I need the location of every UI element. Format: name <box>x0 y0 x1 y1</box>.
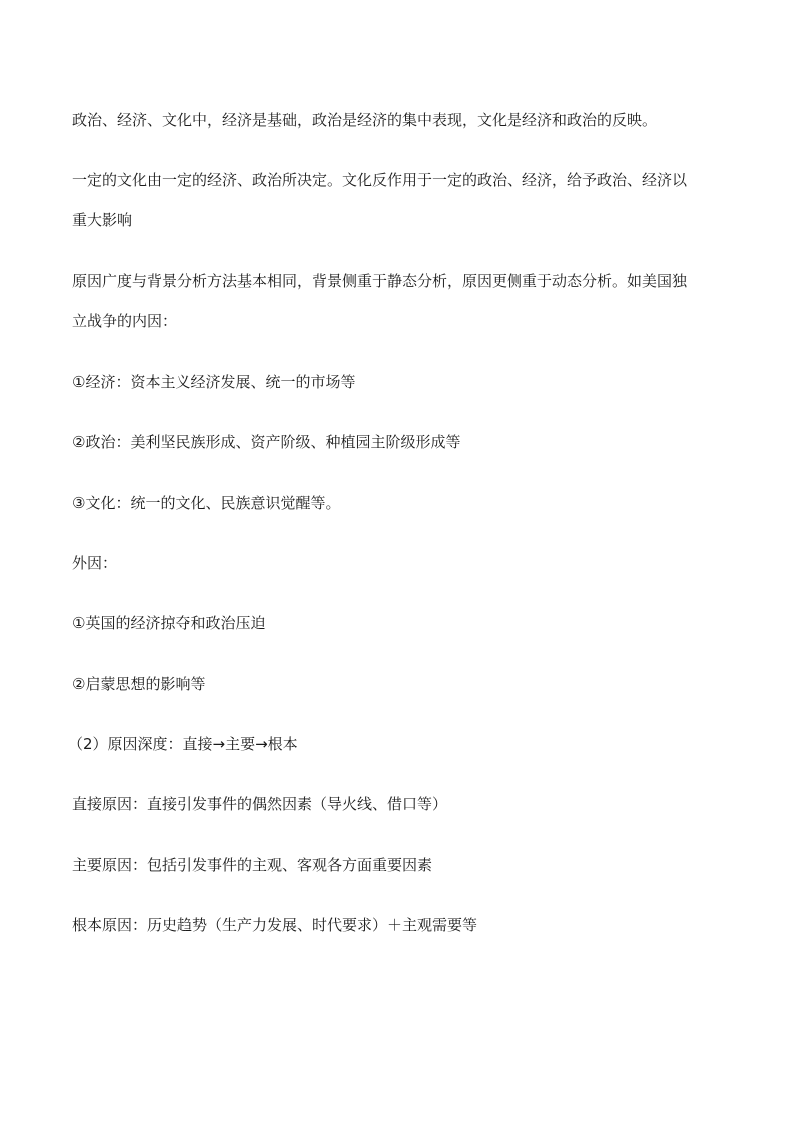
paragraph-culture-determined-line2: 重大影响 <box>72 211 133 229</box>
list-item-internal-politics: ②政治：美利坚民族形成、资产阶级、种植园主阶级形成等 <box>72 433 461 451</box>
heading-cause-depth: （2）原因深度：直接→主要→根本 <box>68 735 298 753</box>
list-item-external-enlightenment: ②启蒙思想的影响等 <box>72 675 206 693</box>
heading-external-causes: 外因： <box>72 554 118 572</box>
paragraph-cause-breadth-line1: 原因广度与背景分析方法基本相同，背景侧重于静态分析，原因更侧重于动态分析。如美国独 <box>72 272 688 290</box>
paragraph-culture-determined-line1: 一定的文化由一定的经济、政治所决定。文化反作用于一定的政治、经济，给予政治、经济以 <box>72 171 688 189</box>
list-item-external-british-oppression: ①英国的经济掠夺和政治压迫 <box>72 614 266 632</box>
paragraph-economy-politics-culture: 政治、经济、文化中，经济是基础，政治是经济的集中表现，文化是经济和政治的反映。 <box>72 111 658 129</box>
definition-direct-cause: 直接原因：直接引发事件的偶然因素（导火线、借口等） <box>72 795 448 813</box>
list-item-internal-culture: ③文化：统一的文化、民族意识觉醒等。 <box>72 494 341 512</box>
definition-main-cause: 主要原因：包括引发事件的主观、客观各方面重要因素 <box>72 856 433 874</box>
paragraph-cause-breadth-line2: 立战争的内因： <box>72 312 178 330</box>
definition-fundamental-cause: 根本原因：历史趋势（生产力发展、时代要求）＋主观需要等 <box>72 916 478 934</box>
list-item-internal-economy: ①经济：资本主义经济发展、统一的市场等 <box>72 373 356 391</box>
